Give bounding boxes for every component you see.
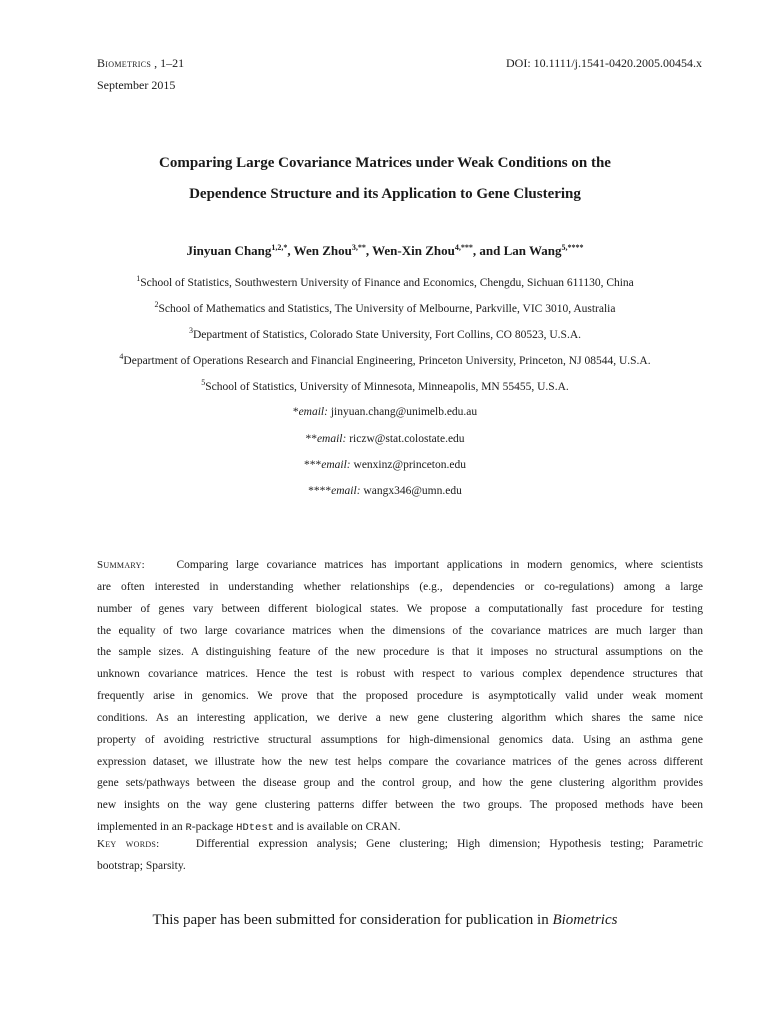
submission-journal: Biometrics [552, 912, 618, 928]
affiliation-number: 2 [154, 300, 159, 309]
summary-line [97, 559, 703, 571]
journal-name: Biometrics [97, 56, 152, 70]
affiliation [40, 378, 730, 393]
affiliation-text: Department of Operations Research and Financial Engineering, Princeton University, Princeton, NJ 08544, U.S.A. [123, 355, 651, 367]
summary-line: gene sets/pathways between the disease group and the control group, and how the gene clustering algorithm provides [97, 777, 703, 789]
author-mark: 4,*** [454, 243, 473, 252]
affiliation-text: School of Statistics, University of Minnesota, Minneapolis, MN 55455, U.S.A. [205, 381, 569, 393]
email-label: email: [321, 459, 351, 471]
email-address[interactable]: wangx346@umn.edu [363, 485, 462, 497]
package-name: HDtest [236, 822, 274, 834]
keywords-line: bootstrap; Sparsity. [97, 860, 186, 872]
paper-title-line-1: Comparing Large Covariance Matrices under Weak Conditions on the [159, 155, 611, 171]
running-header [97, 56, 184, 71]
author-separator: , and [472, 243, 504, 258]
summary-line: are often interested in understanding whether relationships (e.g., dependencies or co-regulations) among a large [97, 581, 703, 593]
email-label: email: [298, 406, 328, 418]
summary-text: Comparing large covariance matrices has important applications in modern genomics, where scientists [176, 559, 703, 571]
affiliation-number: 4 [119, 352, 124, 361]
email-line [40, 485, 730, 497]
summary-line: the sample sizes. A distinguishing feature of the new procedure is that it imposes no structural assumptions on the [97, 646, 703, 658]
summary-text: implemented in an [97, 821, 186, 833]
email-line [40, 433, 730, 445]
summary-line: frequently arise in genomics. We prove that the proposed procedure is asymptotically valid under weak moment [97, 690, 703, 702]
summary-line: number of genes vary between different biological states. We propose a computationally fast procedure for testing [97, 603, 703, 615]
affiliation [40, 300, 730, 315]
email-stars: *** [304, 459, 322, 471]
author-name: Jinyuan Chang [186, 243, 272, 258]
author-name: Wen Zhou [293, 243, 352, 258]
email-label: email: [316, 433, 347, 445]
affiliation-text: School of Mathematics and Statistics, The University of Melbourne, Parkville, VIC 3010, Australia [158, 303, 616, 315]
affiliation-text: Department of Statistics, Colorado State University, Fort Collins, CO 80523, U.S.A. [193, 329, 581, 341]
submission-text: This paper has been submitted for consideration for publication in [152, 912, 553, 928]
author-list [60, 243, 710, 259]
summary-line: property of avoiding restrictive structural assumptions for high-dimensional genomics data. Using an asthma gene [97, 734, 703, 746]
affiliation-number: 1 [136, 274, 141, 283]
affiliation-number: 3 [189, 326, 193, 335]
keywords-text: Differential expression analysis; Gene clustering; High dimension; Hypothesis testing; Parametric [195, 838, 703, 850]
affiliation [40, 352, 730, 367]
affiliation-number: 5 [201, 378, 206, 387]
email-address[interactable]: wenxinz@princeton.edu [353, 459, 466, 471]
summary-text: -package [191, 821, 237, 833]
email-line [40, 459, 730, 471]
email-address[interactable]: jinyuan.chang@unimelb.edu.au [330, 406, 478, 418]
author-mark: 3,** [351, 243, 366, 252]
affiliation [40, 326, 730, 341]
paper-title-line-2: Dependence Structure and its Application to Gene Clustering [189, 186, 581, 202]
summary-label: Summary: [97, 559, 146, 571]
author-name: Lan Wang [503, 243, 562, 258]
email-address[interactable]: riczw@stat.colostate.edu [349, 433, 465, 445]
publication-date: September 2015 [97, 78, 176, 92]
author-separator: , [287, 243, 294, 258]
author-mark: 1,2,* [271, 243, 288, 252]
author-name: Wen-Xin Zhou [372, 243, 455, 258]
affiliation-text: School of Statistics, Southwestern University of Finance and Economics, Chengdu, Sichuan 611130, China [140, 277, 634, 289]
email-stars: * [292, 406, 299, 418]
author-mark: 5,**** [561, 243, 584, 252]
doi: DOI: 10.1111/j.1541-0420.2005.00454.x [506, 56, 702, 70]
summary-line: unknown covariance matrices. Hence the test is robust with respect to various complex dependence structures that [97, 668, 703, 680]
summary-line: expression dataset, we illustrate how the new test helps compare the covariance matrices of the genes across different [97, 756, 703, 768]
keywords-line [97, 838, 703, 850]
email-stars: ** [305, 433, 317, 445]
email-label: email: [331, 485, 361, 497]
summary-line [97, 821, 703, 834]
author-separator: , [365, 243, 373, 258]
submission-note [40, 912, 730, 929]
summary-line: the equality of two large covariance matrices when the dimensions of the covariance matrices are much larger than [97, 625, 703, 637]
affiliation [40, 274, 730, 289]
r-language: R [185, 822, 192, 834]
summary-line: new insights on the way gene clustering patterns differ between the two groups. The proposed methods have been [97, 799, 703, 811]
email-stars: **** [308, 485, 332, 497]
summary-text: and is available on CRAN. [273, 821, 401, 833]
summary-line: conditions. As an interesting application, we derive a new gene clustering algorithm which shares the same nice [97, 712, 703, 724]
page-range: , 1–21 [154, 56, 185, 70]
email-line [40, 406, 730, 418]
keywords-label: Key words: [97, 838, 160, 850]
